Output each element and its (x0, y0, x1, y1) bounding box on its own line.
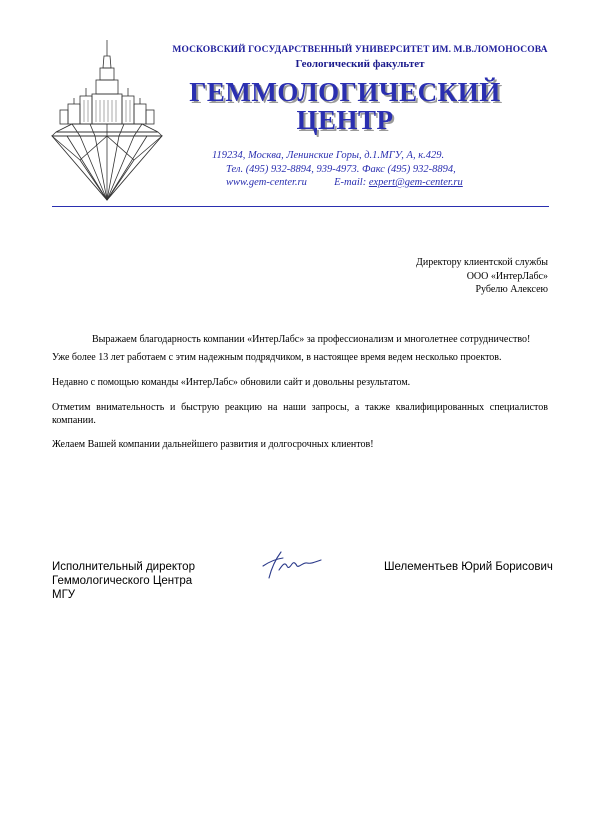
handwritten-signature-icon (255, 548, 325, 582)
recipient-company: ООО «ИнтерЛабс» (466, 270, 548, 282)
header-divider (52, 206, 549, 207)
body-paragraph-2: Уже более 13 лет работаем с этим надежным подрядчиком, в настоящее время ведем несколько проектов. (52, 352, 502, 363)
center-title (140, 78, 550, 134)
body-paragraph-1: Выражаем благодарность компании «ИнтерЛабс» за профессионализм и многолетнее сотрудничество! (92, 334, 531, 345)
contacts-line (226, 177, 526, 188)
recipient-name: Рубелю Алексею (475, 284, 548, 295)
recipient-block (416, 256, 548, 297)
faculty-name: Геологический факультет (295, 58, 425, 70)
body-paragraph-4: Отметим внимательность и быструю реакцию на наши запросы, а также квалифицированных специалистов компании. (52, 402, 548, 426)
email-link[interactable]: expert@gem-center.ru (368, 177, 463, 188)
signer-position-line2: Геммологического Центра (52, 575, 193, 587)
email-label: E-mail: (334, 177, 367, 188)
signer-position-line3: МГУ (52, 589, 76, 601)
signer-position (52, 560, 195, 602)
phone-fax: Тел. (495) 932-8894, 939-4973. Факс (495) 932-8894, (226, 164, 456, 175)
body-paragraph-5: Желаем Вашей компании дальнейшего развития и долгосрочных клиентов! (52, 439, 374, 450)
center-title-line1: ГЕММОЛОГИЧЕСКИЙ (189, 77, 501, 107)
signer-position-line1: Исполнительный директор (52, 561, 195, 573)
body-paragraph-3: Недавно с помощью команды «ИнтерЛабс» обновили сайт и довольны результатом. (52, 377, 411, 388)
university-name: МОСКОВСКИЙ ГОСУДАРСТВЕННЫЙ УНИВЕРСИТЕТ ИМ. М.В.ЛОМОНОСОВА (172, 45, 548, 55)
postal-address: 119234, Москва, Ленинские Горы, д.1.МГУ, А, к.429. (212, 150, 445, 161)
signer-name: Шелементьев Юрий Борисович (384, 561, 553, 573)
website-text: www.gem-center.ru (226, 177, 307, 188)
recipient-position: Директору клиентской службы (416, 257, 548, 268)
center-title-line2: ЦЕНТР (296, 105, 394, 135)
